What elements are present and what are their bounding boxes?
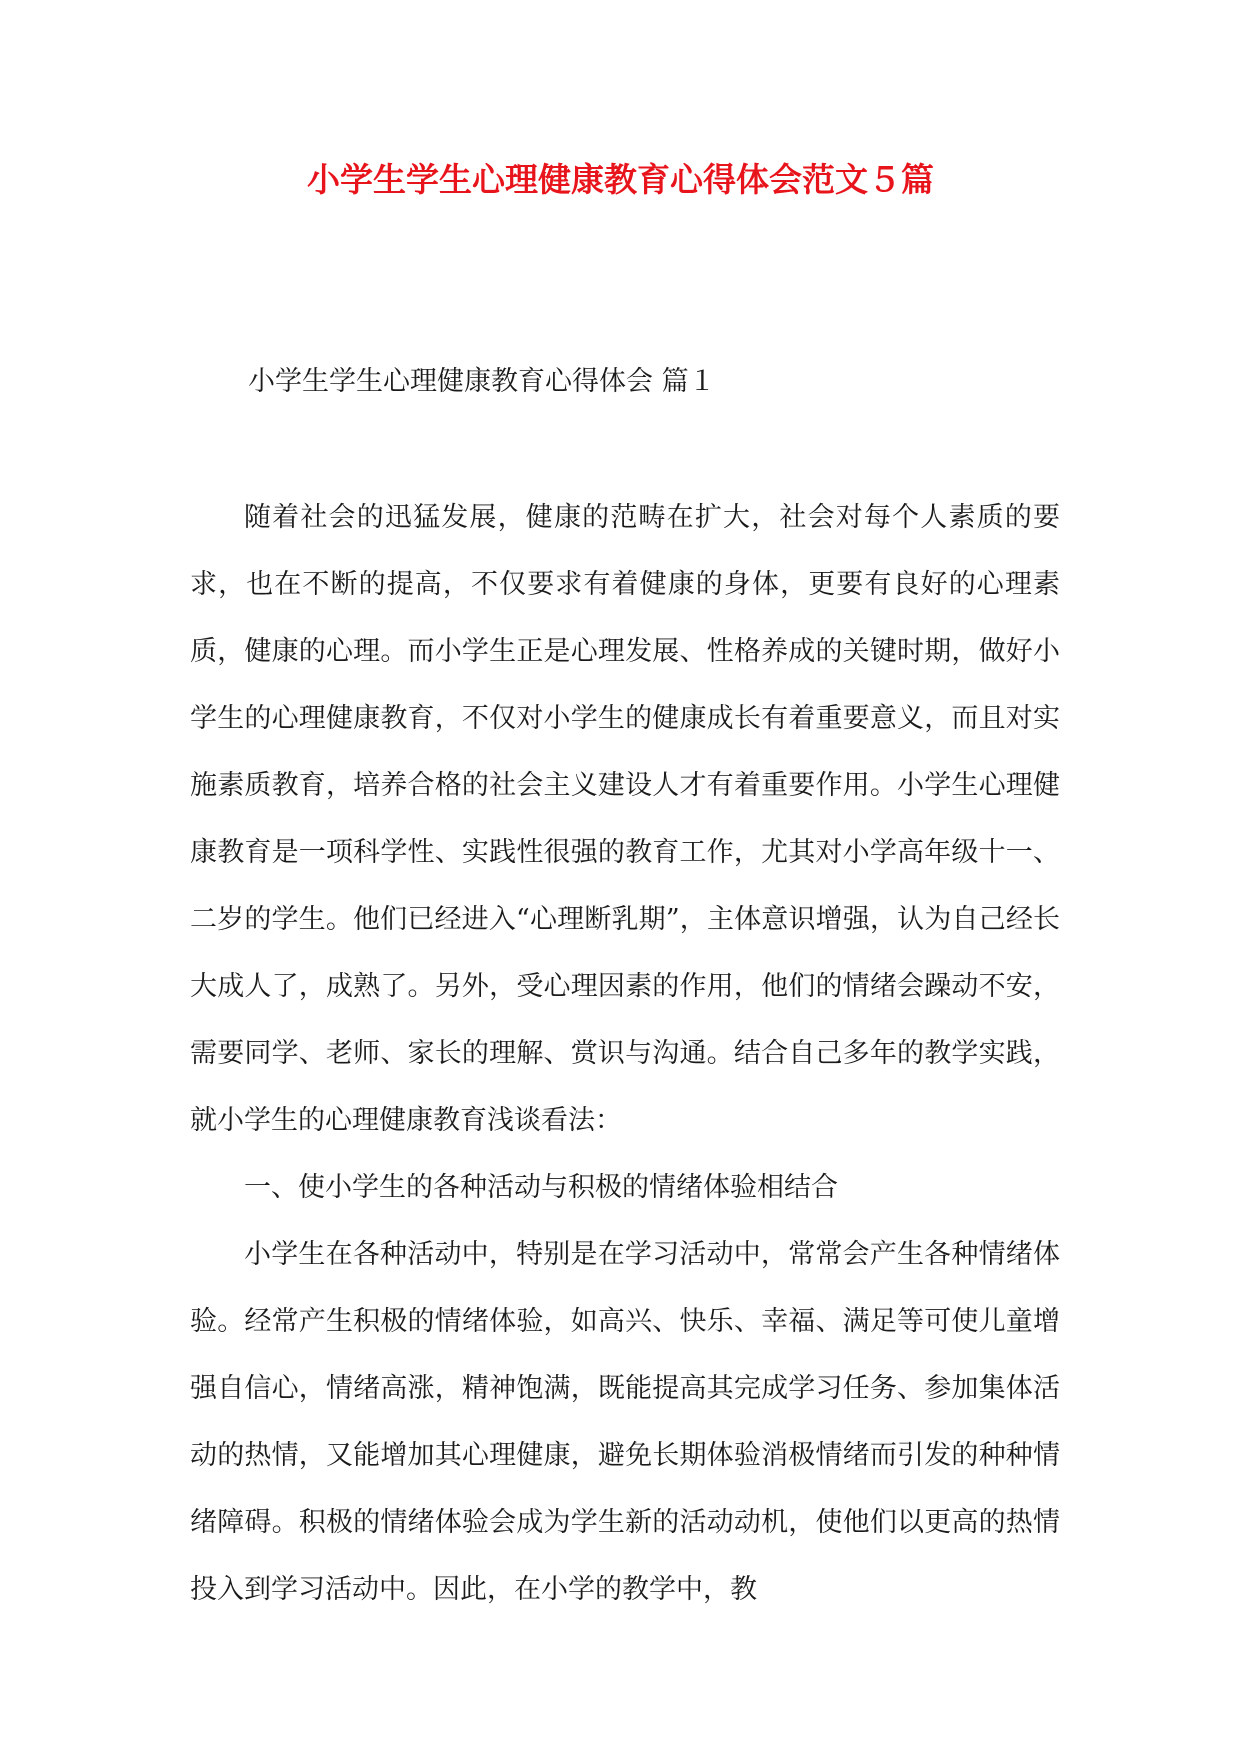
paragraph-intro: 随着社会的迅猛发展，健康的范畴在扩大，社会对每个人素质的要求，也在不断的提高，不仅要求有着健康的身体，更要有良好的心理素质，健康的心理。而小学生正是心理发展、性格养成的关键时期，做好小学生的心理健康教育，不仅对小学生的健康成长有着重要意义，而且对实施素质教育，培养合格的社会主义建设人才有着重要作用。小学生心理健康教育是一项科学性、实践性很强的教育工作，尤其对小学高年级十一、二岁的学生。他们已经进入“心理断乳期”，主体意识增强，认为自己经长大成人了，成熟了。另外，受心理因素的作用，他们的情绪会躁动不安，需要同学、老师、家长的理解、赏识与沟通。结合自己多年的教学实践，就小学生的心理健康教育浅谈看法：	[190, 502, 1060, 1136]
section-heading: 小学生学生心理健康教育心得体会 篇１	[248, 366, 716, 397]
paragraph-subheading: 一、使小学生的各种活动与积极的情绪体验相结合	[244, 1172, 838, 1203]
document-title: 小学生学生心理健康教育心得体会范文５篇	[307, 160, 934, 199]
body-text	[190, 484, 1060, 1623]
paragraph-activities: 小学生在各种活动中，特别是在学习活动中，常常会产生各种情绪体验。经常产生积极的情绪体验，如高兴、快乐、幸福、满足等可使儿童增强自信心，情绪高涨，精神饱满，既能提高其完成学习任务、参加集体活动的热情，又能增加其心理健康，避免长期体验消极情绪而引发的种种情绪障碍。积极的情绪体验会成为学生新的活动动机，使他们以更高的热情投入到学习活动中。因此，在小学的教学中，教	[190, 1239, 1060, 1605]
